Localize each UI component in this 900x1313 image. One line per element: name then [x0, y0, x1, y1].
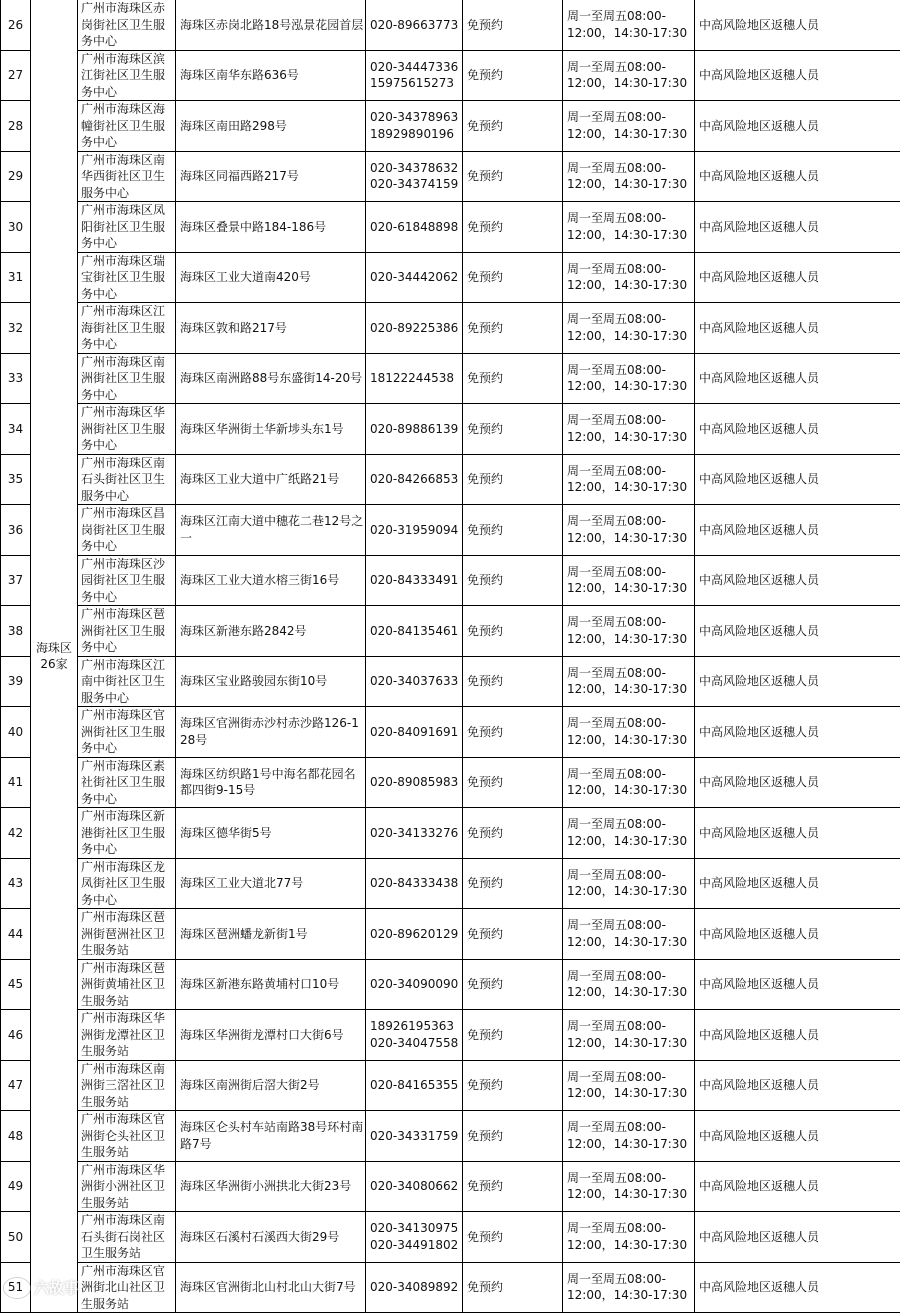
institution-name: 广州市海珠区南华西街社区卫生服务中心: [78, 151, 176, 202]
table-row: [1, 858, 900, 909]
target-group: 中高风险地区返穗人员: [695, 959, 900, 1010]
address: 海珠区仑头村车站南路38号环村南路7号: [176, 1111, 366, 1162]
district-name: 海珠区: [31, 640, 77, 657]
phone: 18926195363 020-34047558: [366, 1010, 463, 1061]
phone: 020-84091691: [366, 707, 463, 758]
table-row: [1, 404, 900, 455]
institution-name: 广州市海珠区华洲街龙潭社区卫生服务站: [78, 1010, 176, 1061]
row-number: 27: [1, 50, 31, 101]
target-group: 中高风险地区返穗人员: [695, 303, 900, 354]
opening-hours: 周一至周五08:00-12:00，14:30-17:30: [563, 909, 695, 960]
row-number: 50: [1, 1212, 31, 1263]
address: 海珠区华洲街土华新埗头东1号: [176, 404, 366, 455]
address: 海珠区琶洲蟠龙新街1号: [176, 909, 366, 960]
address: 海珠区南洲街后滘大街2号: [176, 1060, 366, 1111]
row-number: 28: [1, 101, 31, 152]
target-group: 中高风险地区返穗人员: [695, 1212, 900, 1263]
target-group: 中高风险地区返穗人员: [695, 1010, 900, 1061]
address: 海珠区南洲路88号东盛街14-20号: [176, 353, 366, 404]
table-row: [1, 151, 900, 202]
row-number: 26: [1, 0, 31, 50]
target-group: 中高风险地区返穗人员: [695, 757, 900, 808]
booking-note: 免预约: [463, 252, 563, 303]
institution-name: 广州市海珠区新港街社区卫生服务中心: [78, 808, 176, 859]
table-row: [1, 505, 900, 556]
row-number: 42: [1, 808, 31, 859]
opening-hours: 周一至周五08:00-12:00，14:30-17:30: [563, 1010, 695, 1061]
table-row: [1, 1060, 900, 1111]
table-row: [1, 707, 900, 758]
address: 海珠区工业大道南420号: [176, 252, 366, 303]
table-row: [1, 50, 900, 101]
row-number: 30: [1, 202, 31, 253]
address: 海珠区同福西路217号: [176, 151, 366, 202]
phone: 020-89886139: [366, 404, 463, 455]
address: 海珠区官洲街北山村北山大街7号: [176, 1262, 366, 1313]
phone: 020-84333491: [366, 555, 463, 606]
row-number: 40: [1, 707, 31, 758]
address: 海珠区新港东路黄埔村口10号: [176, 959, 366, 1010]
target-group: 中高风险地区返穗人员: [695, 353, 900, 404]
opening-hours: 周一至周五08:00-12:00，14:30-17:30: [563, 606, 695, 657]
booking-note: 免预约: [463, 202, 563, 253]
opening-hours: 周一至周五08:00-12:00，14:30-17:30: [563, 959, 695, 1010]
institution-name: 广州市海珠区江南中街社区卫生服务中心: [78, 656, 176, 707]
opening-hours: 周一至周五08:00-12:00，14:30-17:30: [563, 808, 695, 859]
address: 海珠区纺织路1号中海名都花园名都四街9-15号: [176, 757, 366, 808]
target-group: 中高风险地区返穗人员: [695, 606, 900, 657]
table-row: [1, 555, 900, 606]
table-row: [1, 101, 900, 152]
phone: 020-84165355: [366, 1060, 463, 1111]
phone: 020-34378632 020-34374159: [366, 151, 463, 202]
institution-name: 广州市海珠区南洲街社区卫生服务中心: [78, 353, 176, 404]
institution-name: 广州市海珠区赤岗街社区卫生服务中心: [78, 0, 176, 50]
phone: 18122244538: [366, 353, 463, 404]
address: 海珠区南华东路636号: [176, 50, 366, 101]
institution-name: 广州市海珠区南洲街三滘社区卫生服务站: [78, 1060, 176, 1111]
phone: 020-34130975 020-34491802: [366, 1212, 463, 1263]
row-number: 48: [1, 1111, 31, 1162]
booking-note: 免预约: [463, 909, 563, 960]
opening-hours: 周一至周五08:00-12:00，14:30-17:30: [563, 202, 695, 253]
table-row: [1, 909, 900, 960]
phone: 020-89085983: [366, 757, 463, 808]
phone: 020-34442062: [366, 252, 463, 303]
watermark: [4, 1277, 79, 1298]
phone: 020-34133276: [366, 808, 463, 859]
target-group: 中高风险地区返穗人员: [695, 454, 900, 505]
booking-note: 免预约: [463, 858, 563, 909]
row-number: 37: [1, 555, 31, 606]
opening-hours: 周一至周五08:00-12:00，14:30-17:30: [563, 404, 695, 455]
opening-hours: 周一至周五08:00-12:00，14:30-17:30: [563, 1212, 695, 1263]
table-row: [1, 1111, 900, 1162]
row-number: 35: [1, 454, 31, 505]
target-group: 中高风险地区返穗人员: [695, 656, 900, 707]
opening-hours: 周一至周五08:00-12:00，14:30-17:30: [563, 0, 695, 50]
institution-name: 广州市海珠区琶洲街琶洲社区卫生服务站: [78, 909, 176, 960]
booking-note: 免预约: [463, 656, 563, 707]
booking-note: 免预约: [463, 454, 563, 505]
table-row: [1, 808, 900, 859]
institution-name: 广州市海珠区沙园街社区卫生服务中心: [78, 555, 176, 606]
institution-name: 广州市海珠区海幢街社区卫生服务中心: [78, 101, 176, 152]
booking-note: 免预约: [463, 505, 563, 556]
table-row: [1, 252, 900, 303]
booking-note: 免预约: [463, 959, 563, 1010]
institution-name: 广州市海珠区江海街社区卫生服务中心: [78, 303, 176, 354]
table-row: [1, 656, 900, 707]
institution-name: 广州市海珠区素社街社区卫生服务中心: [78, 757, 176, 808]
address: 海珠区叠景中路184-186号: [176, 202, 366, 253]
institution-name: 广州市海珠区昌岗街社区卫生服务中心: [78, 505, 176, 556]
target-group: 中高风险地区返穗人员: [695, 858, 900, 909]
table-row: [1, 353, 900, 404]
phone: 020-61848898: [366, 202, 463, 253]
address: 海珠区敦和路217号: [176, 303, 366, 354]
target-group: 中高风险地区返穗人员: [695, 1161, 900, 1212]
target-group: 中高风险地区返穗人员: [695, 1262, 900, 1313]
opening-hours: 周一至周五08:00-12:00，14:30-17:30: [563, 858, 695, 909]
booking-note: 免预约: [463, 303, 563, 354]
table-row: [1, 454, 900, 505]
table-row: [1, 1212, 900, 1263]
phone: 020-34080662: [366, 1161, 463, 1212]
address: 海珠区工业大道中广纸路21号: [176, 454, 366, 505]
address: 海珠区华洲街小洲拱北大街23号: [176, 1161, 366, 1212]
target-group: 中高风险地区返穗人员: [695, 0, 900, 50]
booking-note: 免预约: [463, 606, 563, 657]
watermark-logo-icon: [4, 1278, 30, 1298]
target-group: 中高风险地区返穗人员: [695, 151, 900, 202]
institution-name: 广州市海珠区南石头街石岗社区卫生服务站: [78, 1212, 176, 1263]
table-row: [1, 606, 900, 657]
address: 海珠区南田路298号: [176, 101, 366, 152]
institution-name: 广州市海珠区凤阳街社区卫生服务中心: [78, 202, 176, 253]
institution-name: 广州市海珠区琶洲街社区卫生服务中心: [78, 606, 176, 657]
row-number: 43: [1, 858, 31, 909]
row-number: 44: [1, 909, 31, 960]
institution-name: 广州市海珠区滨江街社区卫生服务中心: [78, 50, 176, 101]
phone: 020-34037633: [366, 656, 463, 707]
opening-hours: 周一至周五08:00-12:00，14:30-17:30: [563, 353, 695, 404]
table-row: [1, 1262, 900, 1313]
booking-note: 免预约: [463, 151, 563, 202]
address: 海珠区新港东路2842号: [176, 606, 366, 657]
row-number: 36: [1, 505, 31, 556]
table-row: [1, 0, 900, 50]
table-row: [1, 303, 900, 354]
target-group: 中高风险地区返穗人员: [695, 252, 900, 303]
booking-note: 免预约: [463, 0, 563, 50]
address: 海珠区工业大道北77号: [176, 858, 366, 909]
institution-name: 广州市海珠区琶洲街黄埔社区卫生服务站: [78, 959, 176, 1010]
row-number: 46: [1, 1010, 31, 1061]
target-group: 中高风险地区返穗人员: [695, 101, 900, 152]
phone: 020-34331759: [366, 1111, 463, 1162]
booking-note: 免预约: [463, 353, 563, 404]
row-number: 47: [1, 1060, 31, 1111]
phone: 020-34447336 15975615273: [366, 50, 463, 101]
address: 海珠区赤岗北路18号泓景花园首层: [176, 0, 366, 50]
address: 海珠区华洲街龙潭村口大街6号: [176, 1010, 366, 1061]
target-group: 中高风险地区返穗人员: [695, 404, 900, 455]
row-number: 33: [1, 353, 31, 404]
phone: 020-34089892: [366, 1262, 463, 1313]
target-group: 中高风险地区返穗人员: [695, 505, 900, 556]
row-number: 31: [1, 252, 31, 303]
target-group: 中高风险地区返穗人员: [695, 808, 900, 859]
opening-hours: 周一至周五08:00-12:00，14:30-17:30: [563, 1111, 695, 1162]
address: 海珠区石溪村石溪西大街29号: [176, 1212, 366, 1263]
institution-name: 广州市海珠区华洲街社区卫生服务中心: [78, 404, 176, 455]
opening-hours: 周一至周五08:00-12:00，14:30-17:30: [563, 50, 695, 101]
row-number: 51: [1, 1262, 31, 1313]
opening-hours: 周一至周五08:00-12:00，14:30-17:30: [563, 101, 695, 152]
booking-note: 免预约: [463, 1262, 563, 1313]
phone: 020-89663773: [366, 0, 463, 50]
row-number: 29: [1, 151, 31, 202]
address: 海珠区工业大道水榕三街16号: [176, 555, 366, 606]
row-number: 38: [1, 606, 31, 657]
table-row: [1, 202, 900, 253]
phone: 020-34378963 18929890196: [366, 101, 463, 152]
phone: 020-84135461: [366, 606, 463, 657]
opening-hours: 周一至周五08:00-12:00，14:30-17:30: [563, 757, 695, 808]
district-cell: [31, 0, 78, 1313]
opening-hours: 周一至周五08:00-12:00，14:30-17:30: [563, 151, 695, 202]
phone: 020-31959094: [366, 505, 463, 556]
address: 海珠区宝业路骏园东街10号: [176, 656, 366, 707]
phone: 020-84266853: [366, 454, 463, 505]
booking-note: 免预约: [463, 404, 563, 455]
booking-note: 免预约: [463, 808, 563, 859]
phone: 020-89225386: [366, 303, 463, 354]
row-number: 49: [1, 1161, 31, 1212]
opening-hours: 周一至周五08:00-12:00，14:30-17:30: [563, 707, 695, 758]
address: 海珠区德华街5号: [176, 808, 366, 859]
booking-note: 免预约: [463, 101, 563, 152]
clinic-table-body: [1, 0, 900, 1313]
target-group: 中高风险地区返穗人员: [695, 1060, 900, 1111]
row-number: 34: [1, 404, 31, 455]
institution-name: 广州市海珠区龙凤街社区卫生服务中心: [78, 858, 176, 909]
opening-hours: 周一至周五08:00-12:00，14:30-17:30: [563, 252, 695, 303]
row-number: 41: [1, 757, 31, 808]
phone: 020-84333438: [366, 858, 463, 909]
opening-hours: 周一至周五08:00-12:00，14:30-17:30: [563, 656, 695, 707]
booking-note: 免预约: [463, 707, 563, 758]
institution-name: 广州市海珠区官洲街北山社区卫生服务站: [78, 1262, 176, 1313]
phone: 020-89620129: [366, 909, 463, 960]
row-number: 45: [1, 959, 31, 1010]
target-group: 中高风险地区返穗人员: [695, 707, 900, 758]
opening-hours: 周一至周五08:00-12:00，14:30-17:30: [563, 1262, 695, 1313]
institution-name: 广州市海珠区瑞宝街社区卫生服务中心: [78, 252, 176, 303]
address: 海珠区官洲街赤沙村赤沙路126-128号: [176, 707, 366, 758]
target-group: 中高风险地区返穗人员: [695, 202, 900, 253]
booking-note: 免预约: [463, 1161, 563, 1212]
booking-note: 免预约: [463, 757, 563, 808]
table-row: [1, 1010, 900, 1061]
institution-name: 广州市海珠区华洲街小洲社区卫生服务站: [78, 1161, 176, 1212]
target-group: 中高风险地区返穗人员: [695, 50, 900, 101]
booking-note: 免预约: [463, 1060, 563, 1111]
target-group: 中高风险地区返穗人员: [695, 1111, 900, 1162]
booking-note: 免预约: [463, 50, 563, 101]
institution-name: 广州市海珠区官洲街仑头社区卫生服务站: [78, 1111, 176, 1162]
district-count: 26家: [31, 656, 77, 673]
booking-note: 免预约: [463, 1212, 563, 1263]
opening-hours: 周一至周五08:00-12:00，14:30-17:30: [563, 505, 695, 556]
institution-name: 广州市海珠区官洲街社区卫生服务中心: [78, 707, 176, 758]
opening-hours: 周一至周五08:00-12:00，14:30-17:30: [563, 555, 695, 606]
booking-note: 免预约: [463, 1111, 563, 1162]
table-row: [1, 959, 900, 1010]
opening-hours: 周一至周五08:00-12:00，14:30-17:30: [563, 454, 695, 505]
institution-name: 广州市海珠区南石头街社区卫生服务中心: [78, 454, 176, 505]
opening-hours: 周一至周五08:00-12:00，14:30-17:30: [563, 1161, 695, 1212]
target-group: 中高风险地区返穗人员: [695, 555, 900, 606]
row-number: 32: [1, 303, 31, 354]
row-number: 39: [1, 656, 31, 707]
target-group: 中高风险地区返穗人员: [695, 909, 900, 960]
opening-hours: 周一至周五08:00-12:00，14:30-17:30: [563, 1060, 695, 1111]
opening-hours: 周一至周五08:00-12:00，14:30-17:30: [563, 303, 695, 354]
booking-note: 免预约: [463, 555, 563, 606]
address: 海珠区江南大道中穗花二巷12号之一: [176, 505, 366, 556]
table-row: [1, 1161, 900, 1212]
booking-note: 免预约: [463, 1010, 563, 1061]
watermark-text: 六故事: [34, 1277, 79, 1298]
table-row: [1, 757, 900, 808]
phone: 020-34090090: [366, 959, 463, 1010]
